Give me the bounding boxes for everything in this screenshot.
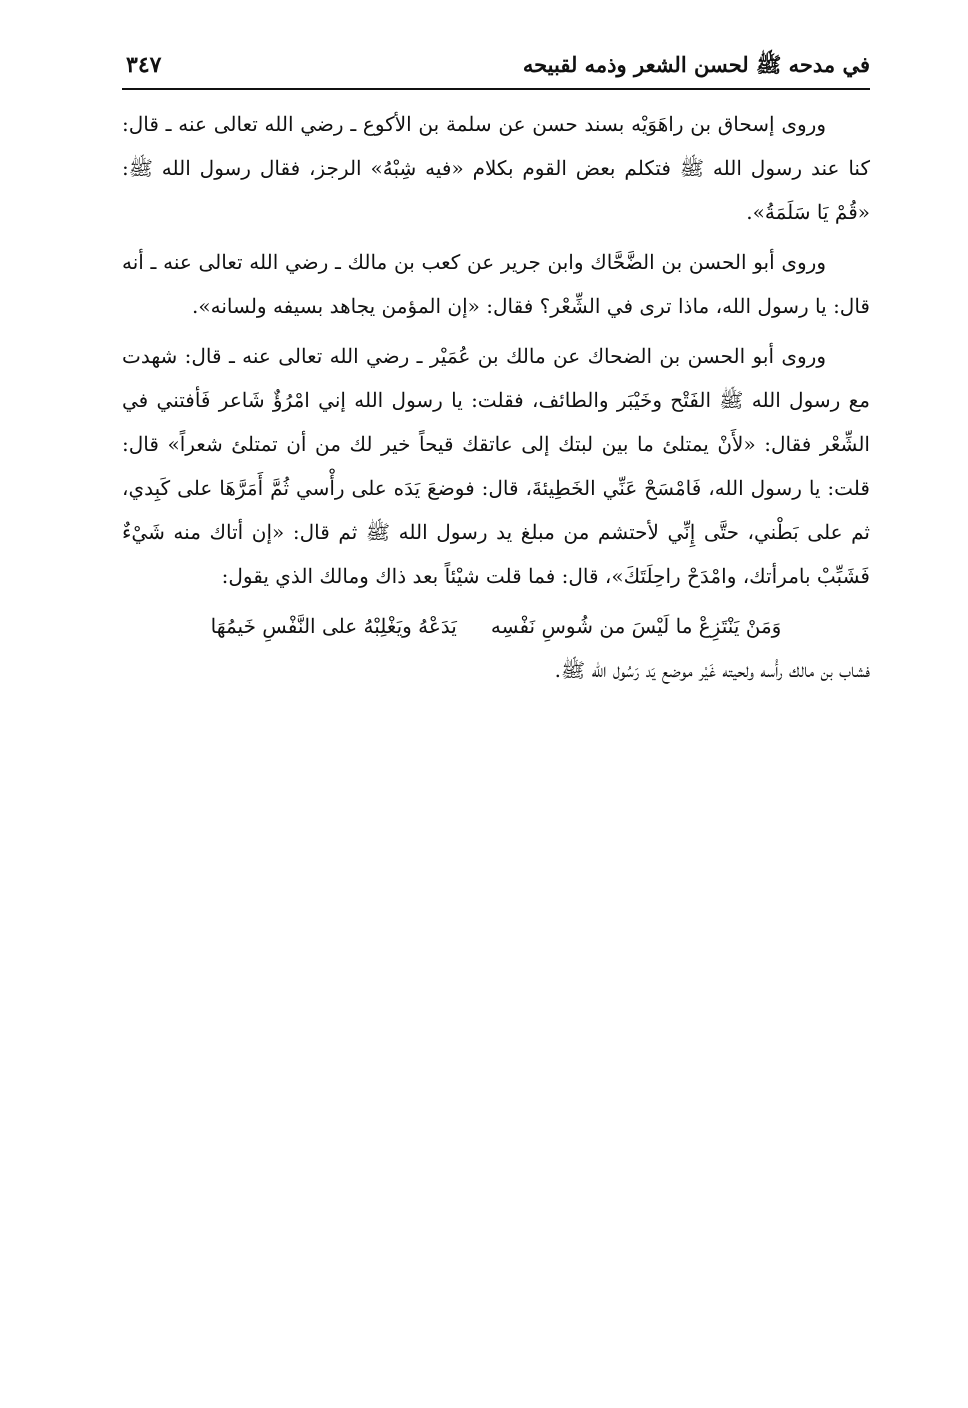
paragraph-salama: وروى إسحاق بن راهَوَيْه بسند حسن عن سلمة بن الأكوع ـ رضي الله تعالى عنه ـ قال: كنا عند رسول الله ﷺ فتكلم بعض القوم بكلام «فيه شِبْهُ» الرجز، فقال رسول الله ﷺ: «قُمْ يَا سَلَمَةُ». xyxy=(122,112,870,224)
paragraph-kaab: وروى أبو الحسن بن الضَّحَّاك وابن جرير عن كعب بن مالك ـ رضي الله تعالى عنه ـ أنه قال: يا رسول الله، ماذا ترى في الشِّعْر؟ فقال: «إن المؤمن يجاهد بسيفه ولسانه». xyxy=(122,250,870,318)
verse-first-hemistich: وَمَنْ يَنْتَزِعْ ما لَيْسَ من شُوسِ نَفْسِه xyxy=(490,614,782,638)
verse-second-hemistich: يَدَعْهُ ويَغْلِبْهُ على النَّفْسِ خَيمُهَا xyxy=(210,614,457,638)
page-number: ٣٤٧ xyxy=(126,52,162,78)
running-title: في مدحه ﷺ لحسن الشعر وذمه لقبيحه xyxy=(522,52,870,77)
paragraph-malik: وروى أبو الحسن بن الضحاك عن مالك بن عُمَيْر ـ رضي الله تعالى عنه ـ قال: شهدت مع رسول الله ﷺ الفَتْح وخَيْبَر والطائف، فقلت: يا رسول الله إني امْرُؤٌ شَاعر فَأفتني في الشِّعْر فقال: «لأَنْ يمتلئ ما بين لبتك إلى عاتقك قيحاً خير لك من أن تمتلئ شعراً» قال: قلت: يا رسول الله، فَامْسَحْ عَنِّي الخَطِيئةَ، قال: فوضعَ يَدَه على رأْسي ثُمَّ أَمَرَّهَا على كَبِدي، ثم على بَطْني، حتَّى إِنِّي لأحتشم من مبلغ يد رسول الله ﷺ ثم قال: «إن أتاك منه شَيْءٌ فَشَبِّبْ بامرأتك، وامْدَحْ راحِلَتَكَ»، قال: فما قلت شيْئاً بعد ذاك ومالك الذي يقول: xyxy=(122,344,870,588)
closing-line: فشاب بن مالك رأْسه ولحيته غَيْر موضع يَد رَسُول الله ﷺ. xyxy=(554,658,870,682)
page-body xyxy=(122,102,870,692)
poem-verse xyxy=(122,604,870,648)
book-page xyxy=(122,40,870,698)
running-header xyxy=(122,40,870,90)
